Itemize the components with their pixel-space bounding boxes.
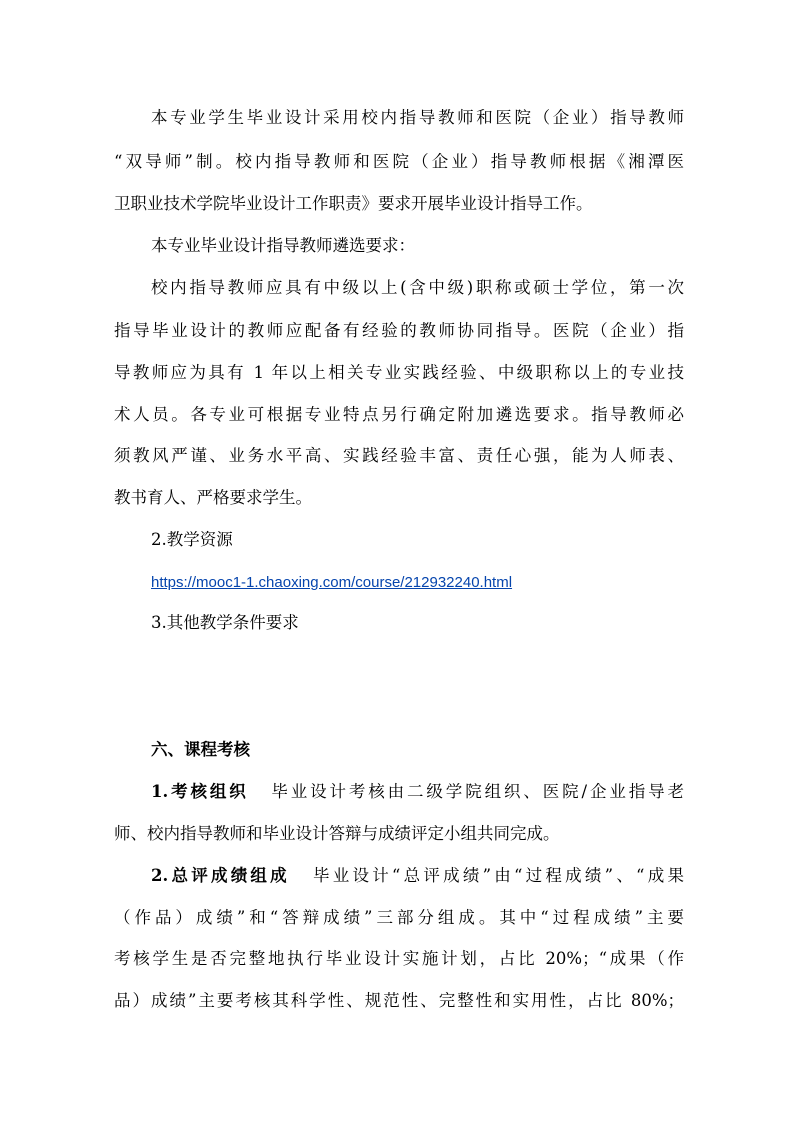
item-2-label: 2.总评成绩组成	[151, 866, 290, 885]
paragraph-1-line-1: 本专业学生毕业设计采用校内指导教师和医院（企业）指导教师	[151, 108, 684, 127]
paragraph-3-line-3: 导教师应为具有 1 年以上相关专业实践经验、中级职称以上的专业技	[114, 363, 684, 382]
section-6-item-1-line-2: 师、校内指导教师和毕业设计答辩与成绩评定小组共同完成。	[114, 824, 560, 843]
section-6-item-2-line-2: （作品）成绩”和“答辩成绩”三部分组成。其中“过程成绩”主要	[114, 908, 684, 927]
paragraph-3-line-6: 教书育人、严格要求学生。	[114, 488, 312, 507]
course-link[interactable]: https://mooc1-1.chaoxing.com/course/212932240.html	[151, 574, 513, 591]
teaching-resources-heading: 2.教学资源	[151, 530, 233, 549]
section-6-item-1-line-1	[151, 782, 684, 802]
section-6-item-2-line-4: 品）成绩”主要考核其科学性、规范性、完整性和实用性，占比 80%；	[114, 991, 684, 1010]
section-6-item-2-line-3: 考核学生是否完整地执行毕业设计实施计划，占比 20%；“成果（作	[114, 949, 684, 968]
section-6-item-2-line-1	[151, 866, 684, 886]
paragraph-3-line-5: 须教风严谨、业务水平高、实践经验丰富、责任心强，能为人师表、	[114, 446, 684, 465]
paragraph-3-line-1: 校内指导教师应具有中级以上(含中级)职称或硕士学位，第一次	[151, 278, 684, 297]
paragraph-3-line-4: 术人员。各专业可根据专业特点另行确定附加遴选要求。指导教师必	[114, 405, 684, 424]
paragraph-1-line-2: “双导师”制。校内指导教师和医院（企业）指导教师根据《湘潭医	[114, 152, 684, 171]
paragraph-3-line-2: 指导毕业设计的教师应配备有经验的教师协同指导。医院（企业）指	[114, 321, 684, 340]
item-2-text: 毕业设计“总评成绩”由“过程成绩”、“成果	[309, 866, 684, 885]
item-1-text: 毕业设计考核由二级学院组织、医院/企业指导老	[268, 782, 684, 801]
other-conditions-heading: 3.其他教学条件要求	[151, 613, 299, 632]
section-6-heading: 六、课程考核	[151, 740, 250, 759]
paragraph-1-line-3: 卫职业技术学院毕业设计工作职责》要求开展毕业设计指导工作。	[114, 194, 593, 213]
paragraph-2-line-1: 本专业毕业设计指导教师遴选要求：	[151, 236, 415, 255]
item-1-label: 1.考核组织	[151, 782, 249, 801]
